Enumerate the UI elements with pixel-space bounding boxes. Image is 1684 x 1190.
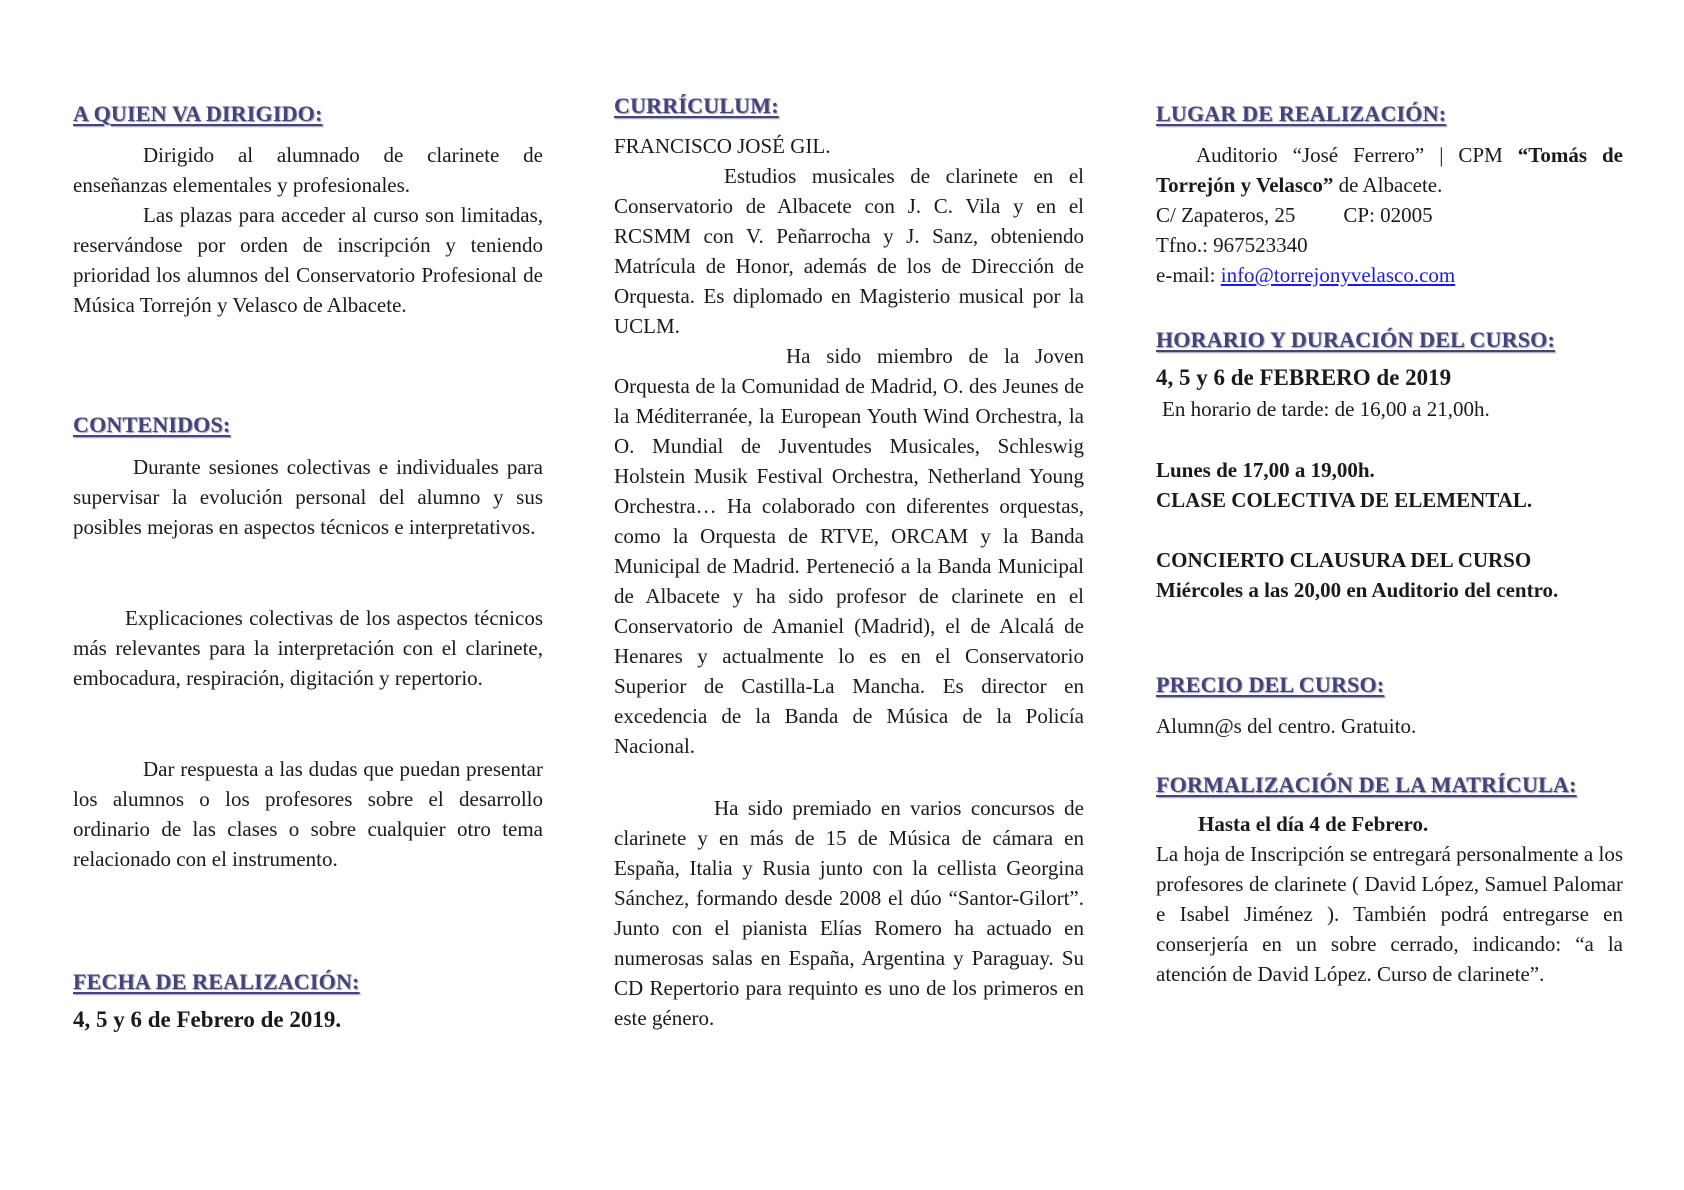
lugar-text [1156, 140, 1623, 200]
paragraph-cv-3: Ha sido premiado en varios concursos de clarinete y en más de 15 de Música de cámara en España, Italia y Rusia junto con la cellista Georgina Sánchez, formando desde 2008 el dúo “Santor-Gilort”. Junto con el pianista Elías Romero ha actuado en numerosas salas en España, Argentina y Paraguay. Su CD Repertorio para requinto es uno de los primeros en este género. [614, 796, 1084, 1030]
heading-precio: PRECIO DEL CURSO: [1156, 672, 1385, 697]
heading-horario: HORARIO Y DURACIÓN DEL CURSO: [1156, 327, 1555, 352]
paragraph-contenidos-2: Explicaciones colectivas de los aspectos técnicos más relevantes para la interpretación con el clarinete, embocadura, respiración, digitación y repertorio. [73, 606, 543, 690]
plazo-matricula: Hasta el día 4 de Febrero. [1198, 812, 1429, 836]
heading-matricula: FORMALIZACIÓN DE LA MATRÍCULA: [1156, 772, 1577, 797]
codigo-postal: CP: 02005 [1343, 203, 1433, 227]
address-line [1156, 200, 1623, 230]
paragraph-dirigido-2: Las plazas para acceder al curso son limitadas, reservándose por orden de inscripción y teniendo prioridad los alumnos del Conservatorio Profesional de Música Torrejón y Velasco de Albacete. [73, 203, 543, 317]
horario-tarde: En horario de tarde: de 16,00 a 21,00h. [1162, 397, 1490, 421]
lugar-pre: Auditorio “José Ferrero” | CPM [1196, 143, 1518, 167]
concierto-detalle: Miércoles a las 20,00 en Auditorio del centro. [1156, 578, 1559, 602]
paragraph-contenidos-1: Durante sesiones colectivas e individuales para supervisar la evolución personal del alumno y sus posibles mejoras en aspectos técnicos e interpretativos. [73, 455, 543, 539]
email-label: e-mail: [1156, 263, 1221, 287]
paragraph-dirigido-1: Dirigido al alumnado de clarinete de enseñanzas elementales y profesionales. [73, 143, 543, 197]
email-line [1156, 260, 1623, 290]
horario-lunes: Lunes de 17,00 a 19,00h. [1156, 458, 1375, 482]
heading-dirigido: A QUIEN VA DIRIGIDO: [73, 101, 323, 126]
lugar-centro: “Tomás de Torrejón y Velasco” [1156, 143, 1623, 197]
direccion: C/ Zapateros, 25 [1156, 203, 1296, 227]
fecha-realizacion: 4, 5 y 6 de Febrero de 2019. [73, 1007, 342, 1032]
clase-colectiva: CLASE COLECTIVA DE ELEMENTAL. [1156, 488, 1533, 512]
concierto-clausura: CONCIERTO CLAUSURA DEL CURSO [1156, 548, 1532, 572]
paragraph-matricula: La hoja de Inscripción se entregará personalmente a los profesores de clarinete ( David López, Samuel Palomar e Isabel Jiménez ). También podrá entregarse en conserjería en un sobre cerrado, indicando: “a la atención de David López. Curso de clarinete”. [1156, 842, 1623, 986]
fechas-curso: 4, 5 y 6 de FEBRERO de 2019 [1156, 365, 1452, 390]
heading-contenidos: CONTENIDOS: [73, 412, 231, 437]
precio: Alumn@s del centro. Gratuito. [1156, 714, 1417, 738]
heading-lugar: LUGAR DE REALIZACIÓN: [1156, 101, 1447, 126]
telefono: Tfno.: 967523340 [1156, 233, 1308, 257]
heading-curriculum: CURRÍCULUM: [614, 93, 779, 118]
lugar-post: de Albacete. [1333, 173, 1443, 197]
email-link[interactable]: info@torrejonyvelasco.com [1220, 263, 1456, 287]
curriculum-name: FRANCISCO JOSÉ GIL. [614, 134, 831, 158]
paragraph-cv-1: Estudios musicales de clarinete en el Conservatorio de Albacete con J. C. Vila y en el RCSMM con V. Peñarrocha y J. Sanz, obteniendo Matrícula de Honor, además de los de Dirección de Orquesta. Es diplomado en Magisterio musical por la UCLM. [614, 164, 1084, 338]
paragraph-contenidos-3: Dar respuesta a las dudas que puedan presentar los alumnos o los profesores sobre el desarrollo ordinario de las clases o sobre cualquier otro tema relacionado con el instrumento. [73, 757, 543, 871]
heading-fecha: FECHA DE REALIZACIÓN: [73, 969, 360, 994]
paragraph-cv-2: Ha sido miembro de la Joven Orquesta de la Comunidad de Madrid, O. des Jeunes de la Méditerranée, la European Youth Wind Orchestra, la O. Mundial de Juventudes Musicales, Schleswig Holstein Musik Festival Orchestra, Netherland Young Orchestra… Ha colaborado con diferentes orquestas, como la Orquesta de RTVE, ORCAM y la Banda Municipal de Madrid. Perteneció a la Banda Municipal de Albacete y ha sido profesor de clarinete en el Conservatorio de Amaniel (Madrid), el de Alcalá de Henares y actualmente lo es en el Conservatorio Superior de Castilla-La Mancha. Es director en excedencia de la Banda de Música de la Policía Nacional. [614, 344, 1084, 758]
